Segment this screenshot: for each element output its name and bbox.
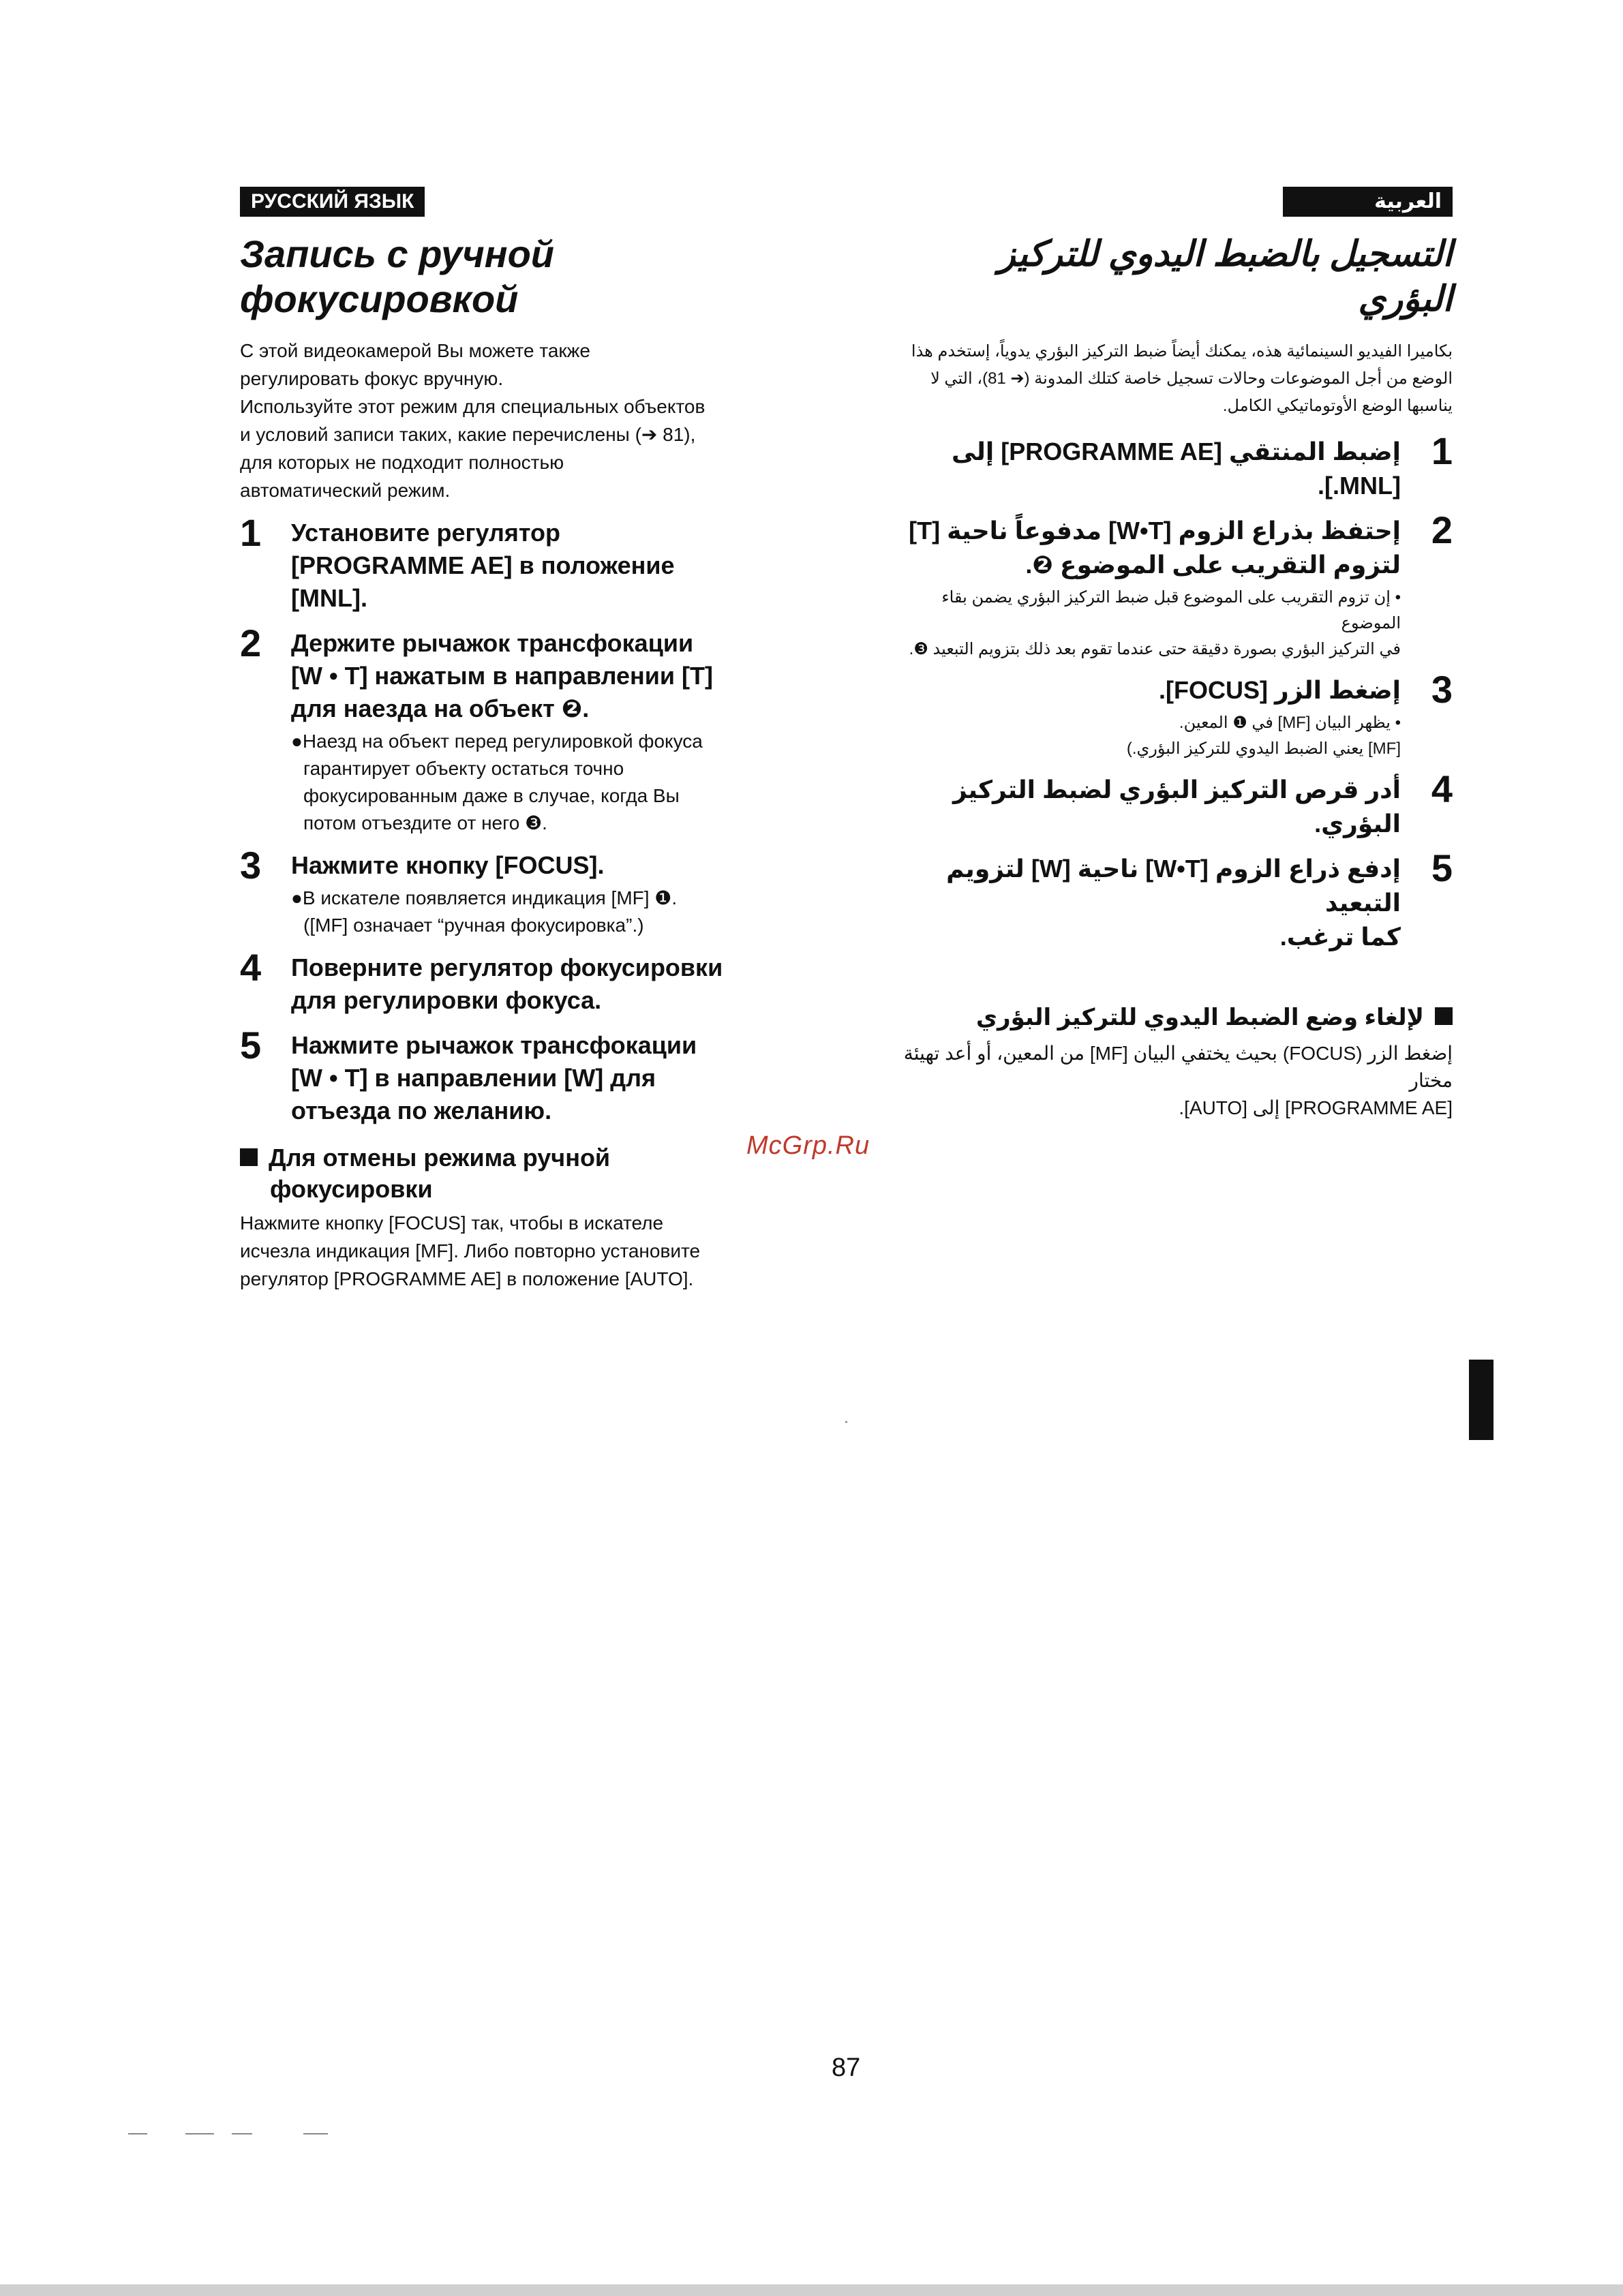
page-number: 87 (832, 2053, 861, 2082)
step-number: 4 (240, 946, 262, 989)
arabic-title: التسجيل بالضبط اليدوي للتركيز البؤري (998, 234, 1453, 319)
square-bullet-icon (240, 1148, 258, 1166)
language-tag-arabic: العربية (1283, 187, 1453, 217)
scan-speck (845, 1421, 847, 1423)
russian-step-1 (240, 511, 799, 615)
russian-cancel-text: Нажмите кнопку [FOCUS] так, чтобы в искателе исчезла индикация [MF]. Либо повторно установите регулятор [PROGRAMME AE] в положение [AUTO]. (240, 1212, 701, 1289)
russian-step-4 (240, 946, 799, 1017)
arabic-step-1 (900, 429, 1453, 503)
step-number: 2 (1431, 508, 1453, 551)
step-instruction: إدفع ذراع الزوم [W•T] ناحية [W] لتزويم التبعيد كما ترغب. (946, 855, 1401, 951)
step-instruction: إضغط الزر [FOCUS]. (1159, 676, 1401, 704)
step-number: 3 (1431, 668, 1453, 711)
scan-bottom-band (0, 2284, 1623, 2296)
thumb-index-tab (1469, 1360, 1493, 1440)
step-instruction: Нажмите рычажок трансфокации [W • T] в направлении [W] для отъезда по желанию. (291, 1031, 697, 1124)
scan-mark (185, 2133, 214, 2134)
arabic-column (900, 232, 1453, 1122)
watermark: McGrp.Ru (746, 1131, 870, 1160)
step-instruction: Установите регулятор [PROGRAMME AE] в положение [MNL]. (291, 519, 675, 612)
step-note: ●Наезд на объект перед регулировкой фокуса гарантирует объекту остаться точно фокусированным даже в случае, когда Вы потом отъездите от него ❸. (291, 731, 703, 833)
russian-column (240, 232, 799, 1293)
arabic-cancel-heading: لإلغاء وضع الضبط اليدوي للتركيز البؤري (900, 1002, 1453, 1033)
step-instruction: Держите рычажок трансфокации [W • T] нажатым в направлении [T] для наезда на объект ❷. (291, 629, 714, 722)
step-note: • يظهر البيان [MF] في ❶ المعين. [MF] يعني الضبط اليدوي للتركيز البؤري.) (1126, 714, 1401, 758)
square-bullet-icon (1435, 1007, 1453, 1025)
step-number: 5 (1431, 846, 1453, 889)
step-number: 1 (1431, 429, 1453, 472)
step-number: 4 (1431, 767, 1453, 810)
russian-step-3 (240, 844, 799, 939)
russian-intro: С этой видеокамерой Вы можете также регулировать фокус вручную. Используйте этот режим для специальных объектов и условий записи таких, какие перечислены (➔ 81), для которых не подходит полностью автоматический режим. (240, 340, 706, 501)
step-number: 1 (240, 511, 262, 554)
arabic-step-5 (900, 846, 1453, 954)
arabic-step-3 (900, 668, 1453, 762)
step-instruction: أدر قرص التركيز البؤري لضبط التركيز البؤري. (953, 776, 1401, 838)
step-number: 2 (240, 622, 262, 664)
step-number: 3 (240, 844, 262, 887)
arabic-intro: بكاميرا الفيديو السينمائية هذه، يمكنك أيضاً ضبط التركيز البؤري يدوياً، إستخدم هذا الوضع من أجل الموضوعات وحالات تسجيل خاصة كتلك المدونة (➔ 81)، التي لا يناسبها الوضع الأوتوماتيكي الكامل. (911, 342, 1453, 415)
arabic-step-2 (900, 508, 1453, 662)
step-number: 5 (240, 1024, 262, 1067)
language-tag-russian: РУССКИЙ ЯЗЫК (240, 187, 425, 217)
arabic-step-4 (900, 767, 1453, 841)
step-instruction: Поверните регулятор фокусировки для регулировки фокуса. (291, 953, 723, 1014)
step-instruction: إحتفظ بذراع الزوم [W•T] مدفوعاً ناحية [T] لتزوم التقريب على الموضوع ❷. (909, 517, 1401, 579)
russian-step-2 (240, 622, 799, 837)
russian-title: Запись с ручной фокусировкой (240, 232, 554, 320)
step-note: ●В искателе появляется индикация [MF] ❶. ([MF] означает “ручная фокусировка”.) (291, 887, 678, 936)
step-instruction: Нажмите кнопку [FOCUS]. (291, 851, 605, 879)
scan-mark (303, 2133, 328, 2134)
russian-step-5 (240, 1024, 799, 1127)
step-note: • إن تزوم التقريب على الموضوع قبل ضبط التركيز البؤري يضمن بقاء الموضوع في التركيز البؤري بصورة دقيقة حتى عندما تقوم بعد ذلك بتزويم التبعيد ❸. (909, 588, 1401, 658)
scan-mark (232, 2133, 252, 2134)
step-instruction: إضبط المنتقي [PROGRAMME AE] إلى [MNL.]. (951, 438, 1401, 500)
russian-cancel-heading: Для отмены режима ручной фокусировки (240, 1142, 799, 1205)
scan-mark (128, 2133, 147, 2134)
arabic-cancel-text: إضغط الزر (FOCUS) بحيث يختفي البيان [MF] من المعين، أو أعد تهيئة مختار [PROGRAMME AE] إلى [AUTO]. (903, 1043, 1453, 1118)
